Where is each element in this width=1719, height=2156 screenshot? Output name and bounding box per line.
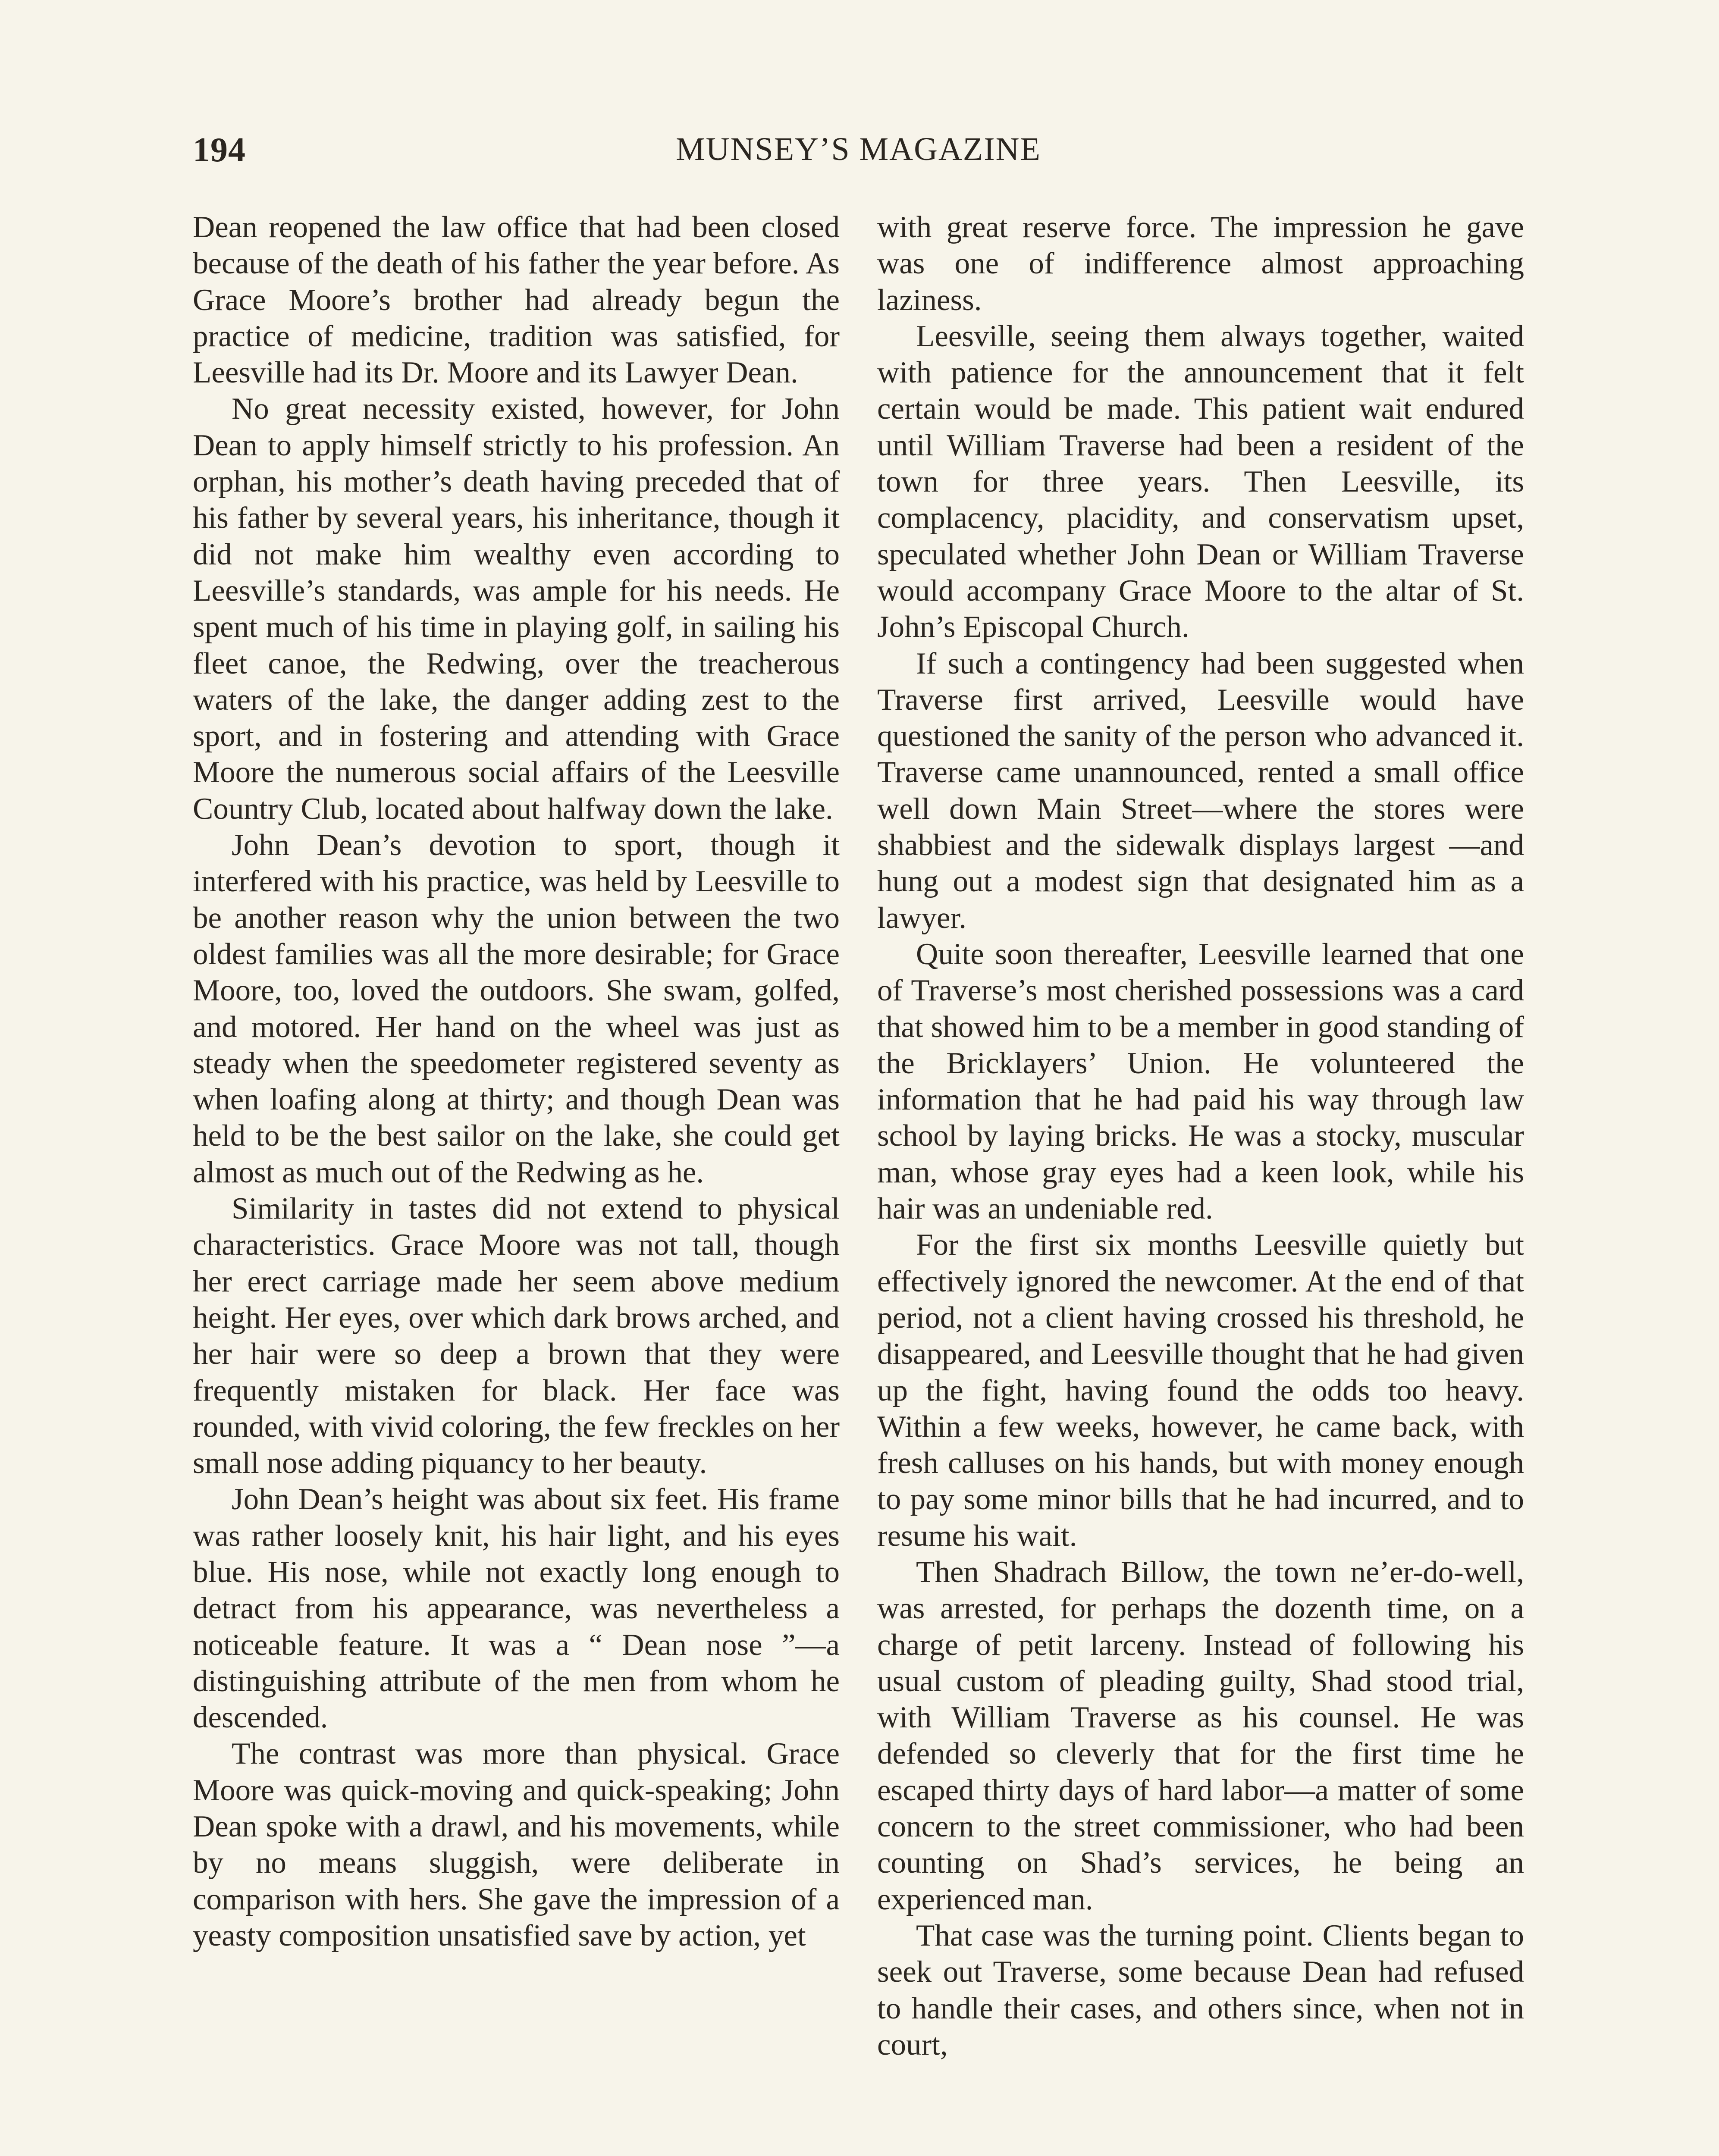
page-header xyxy=(193,131,1524,178)
paragraph: John Dean’s height was about six feet. His frame was rather loosely knit, his hair light, and his eyes blue. His nose, while not exactly long enough to detract from his appearance, was nevertheless a noticeable feature. It was a “ Dean nose ”—a distinguishing attribute of the men from whom he descended. xyxy=(193,1482,840,1735)
paragraph: If such a contingency had been suggested when Traverse first arrived, Leesville would have questioned the sanity of the person who advanced it. Traverse came unannounced, rented a small office well down Main Street—where the stores were shabbiest and the sidewalk displays largest —and hung out a modest sign that designated him as a lawyer. xyxy=(877,646,1524,935)
paragraph: with great reserve force. The impression he gave was one of indifference almost approaching laziness. xyxy=(877,210,1524,317)
right-column xyxy=(877,209,1524,2063)
running-head: MUNSEY’S MAGAZINE xyxy=(676,131,1041,167)
paragraph: Dean reopened the law office that had been closed because of the death of his father the year before. As Grace Moore’s brother had already begun the practice of medicine, tradition was satisfied, for Leesville had its Dr. Moore and its Lawyer Dean. xyxy=(193,210,840,390)
paragraph: John Dean’s devotion to sport, though it interfered with his practice, was held by Leesville to be another reason why the union between the two oldest families was all the more desirable; for Grace Moore, too, loved the outdoors. She swam, golfed, and motored. Her hand on the wheel was just as steady when the speedometer registered seventy as when loafing along at thirty; and though Dean was held to be the best sailor on the lake, she could get almost as much out of the Redwing as he. xyxy=(193,828,840,1189)
page-number: 194 xyxy=(193,131,246,169)
paragraph: Leesville, seeing them always together, waited with patience for the announcement that it felt certain would be made. This patient wait endured until William Traverse had been a resident of the town for three years. Then Leesville, its complacency, placidity, and conservatism upset, speculated whether John Dean or William Traverse would accompany Grace Moore to the altar of St. John’s Episcopal Church. xyxy=(877,319,1524,644)
paragraph: Quite soon thereafter, Leesville learned that one of Traverse’s most cherished possessions was a card that showed him to be a member in good standing of the Bricklayers’ Union. He volunteered the information that he had paid his way through law school by laying bricks. He was a stocky, muscular man, whose gray eyes had a keen look, while his hair was an undeniable red. xyxy=(877,937,1524,1226)
paragraph: Then Shadrach Billow, the town ne’er-do-well, was arrested, for perhaps the dozenth time, on a charge of petit larceny. Instead of following his usual custom of pleading guilty, Shad stood trial, with William Traverse as his counsel. He was defended so cleverly that for the first time he escaped thirty days of hard labor—a matter of some concern to the street commissioner, who had been counting on Shad’s services, he being an experienced man. xyxy=(877,1555,1524,1916)
paragraph: No great necessity existed, however, for John Dean to apply himself strictly to his profession. An orphan, his mother’s death having preceded that of his father by several years, his inheritance, though it did not make him wealthy even according to Leesville’s standards, was ample for his needs. He spent much of his time in playing golf, in sailing his fleet canoe, the Redwing, over the treacherous waters of the lake, the danger adding zest to the sport, and in fostering and attending with Grace Moore the numerous social affairs of the Leesville Country Club, located about halfway down the lake. xyxy=(193,392,840,826)
paragraph: Similarity in tastes did not extend to physical characteristics. Grace Moore was not tall, though her erect carriage made her seem above medium height. Her eyes, over which dark brows arched, and her hair were so deep a brown that they were frequently mistaken for black. Her face was rounded, with vivid coloring, the few freckles on her small nose adding piquancy to her beauty. xyxy=(193,1192,840,1480)
paragraph: For the first six months Leesville quietly but effectively ignored the newcomer. At the end of that period, not a client having crossed his threshold, he disappeared, and Leesville thought that he had given up the fight, having found the odds too heavy. Within a few weeks, however, he came back, with fresh calluses on his hands, but with money enough to pay some minor bills that he had incurred, and to resume his wait. xyxy=(877,1228,1524,1553)
paragraph: That case was the turning point. Clients began to seek out Traverse, some because Dean had refused to handle their cases, and others since, when not in court, xyxy=(877,1918,1524,2062)
paragraph: The contrast was more than physical. Grace Moore was quick-moving and quick-speaking; John Dean spoke with a drawl, and his movements, while by no means sluggish, were deliberate in comparison with hers. She gave the impression of a yeasty composition unsatisfied save by action, yet xyxy=(193,1737,840,1952)
left-column xyxy=(193,209,840,1954)
